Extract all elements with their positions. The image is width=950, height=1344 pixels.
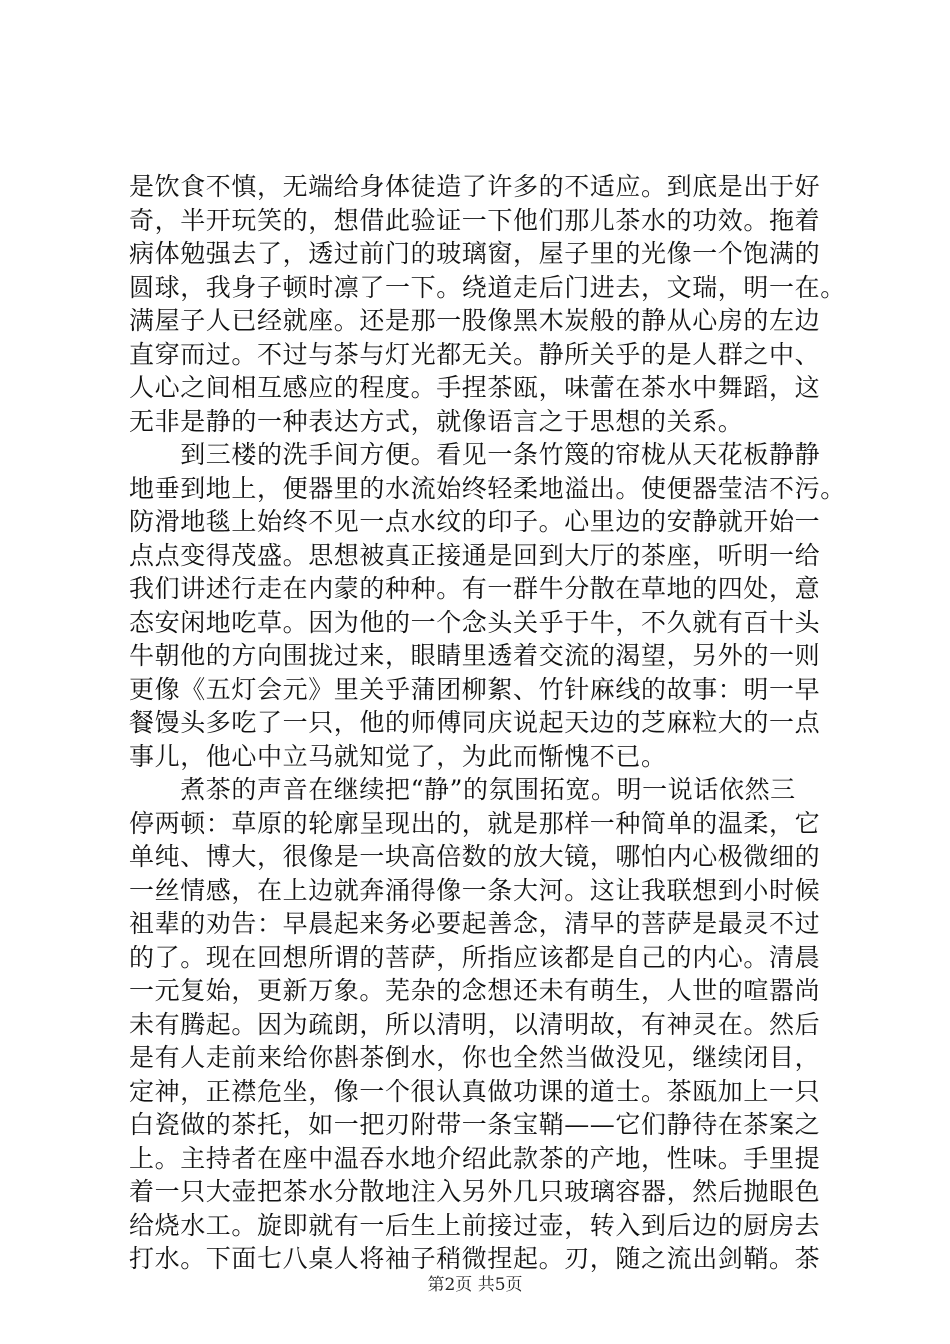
text-line: 一丝情感，在上边就奔涌得像一条大河。这让我联想到小时候 — [129, 875, 821, 905]
text-line: 牛朝他的方向围拢过来，眼睛里透着交流的渴望，另外的一则 — [129, 641, 821, 670]
text-line: 未有腾起。因为疏朗，所以清明，以清明故，有神灵在。然后 — [129, 1009, 821, 1039]
text-line: 事儿，他心中立马就知觉了，为此而惭愧不已。 — [129, 741, 667, 771]
text-line: 餐馒头多吃了一只，他的师傅同庆说起天边的芝麻粒大的一点 — [129, 708, 821, 737]
text-line: 打水。下面七八桌人将袖子稍微捏起。刃，随之流出剑鞘。茶 — [129, 1244, 821, 1273]
text-line: 圆球，我身子顿时凛了一下。绕道走后门进去，文瑞，明一在。 — [129, 272, 846, 302]
text-line: 我们讲述行走在内蒙的种种。有一群牛分散在草地的四处，意 — [129, 574, 821, 603]
text-line: 病体勉强去了，透过前门的玻璃窗，屋子里的光像一个饱满的 — [129, 239, 821, 268]
text-line: 到三楼的洗手间方便。看见一条竹篾的帘栊从天花板静静 — [129, 440, 821, 469]
text-line: 上。主持者在座中温吞水地介绍此款茶的产地，性味。手里提 — [129, 1143, 821, 1173]
text-line: 单纯、博大，很像是一块高倍数的放大镜，哪怕内心极微细的 — [129, 842, 821, 871]
text-line: 满屋子人已经就座。还是那一股像黑木炭般的静从心房的左边 — [129, 306, 821, 335]
text-line: 定神，正襟危坐，像一个很认真做功课的道士。茶瓯加上一只 — [129, 1076, 821, 1106]
text-line: 煮茶的声音在继续把“静”的氛围拓宽。明一说话依然三 — [129, 775, 796, 804]
text-line: 防滑地毯上始终不见一点水纹的印子。心里边的安静就开始一 — [129, 507, 821, 536]
text-line: 一元复始，更新万象。芜杂的念想还未有萌生，人世的喧嚣尚 — [129, 976, 821, 1005]
text-line: 的了。现在回想所谓的菩萨，所指应该都是自己的内心。清晨 — [129, 942, 821, 972]
text-line: 停两顿：草原的轮廓呈现出的，就是那样一种简单的温柔，它 — [129, 808, 821, 838]
text-line: 奇，半开玩笑的，想借此验证一下他们那儿茶水的功效。拖着 — [129, 205, 821, 235]
text-line: 祖辈的劝告：早晨起来务必要起善念，清早的菩萨是最灵不过 — [129, 909, 821, 938]
text-line: 更像《五灯会元》里关乎蒲团柳絮、竹针麻线的故事：明一早 — [129, 674, 821, 704]
text-line: 是有人走前来给你斟茶倒水，你也全然当做没见，继续闭目， — [129, 1043, 821, 1072]
text-line: 直穿而过。不过与茶与灯光都无关。静所关乎的是人群之中、 — [129, 339, 821, 369]
text-line: 是饮食不慎，无端给身体徒造了许多的不适应。到底是出于好 — [129, 172, 821, 201]
text-line: 态安闲地吃草。因为他的一个念头关乎于牛，不久就有百十头 — [129, 607, 821, 637]
text-line: 地垂到地上，便器里的水流始终轻柔地溢出。使便器莹洁不污。 — [129, 473, 846, 503]
text-line: 点点变得茂盛。思想被真正接通是回到大厅的茶座，听明一给 — [129, 540, 821, 570]
text-line: 人心之间相互感应的程度。手捏茶瓯，味蕾在茶水中舞蹈，这 — [129, 373, 821, 402]
text-line: 无非是静的一种表达方式，就像语言之于思想的关系。 — [129, 406, 744, 436]
text-line: 给烧水工。旋即就有一后生上前接过壶，转入到后边的厨房去 — [129, 1210, 821, 1240]
article-body — [129, 170, 846, 1276]
page-number-footer: 第2页 共5页 — [427, 1275, 523, 1295]
text-line: 着一只大壶把茶水分散地注入另外几只玻璃容器，然后抛眼色 — [129, 1177, 821, 1206]
text-line: 白瓷做的茶托，如一把刃附带一条宝鞘——它们静待在茶案之 — [129, 1110, 821, 1139]
